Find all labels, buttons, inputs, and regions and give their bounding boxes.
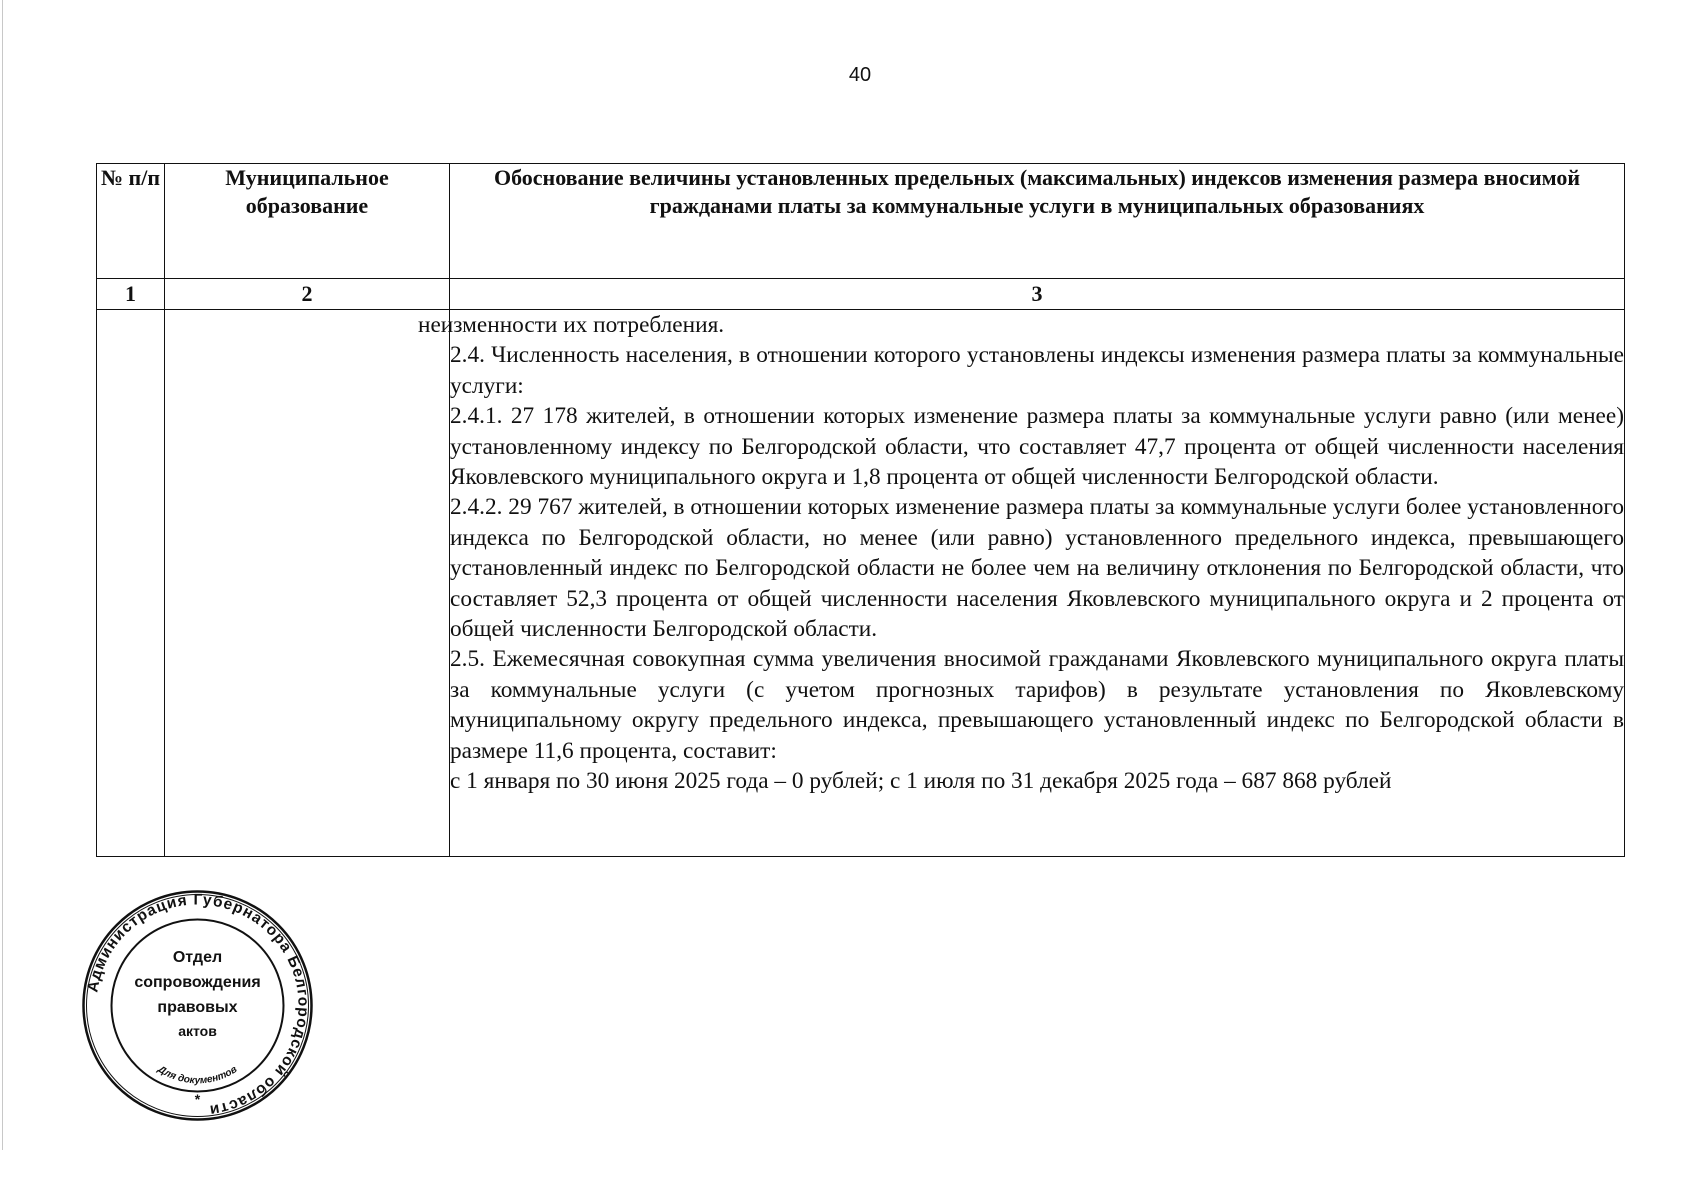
column-number-2: 2 (165, 279, 450, 310)
table-row (97, 310, 1625, 857)
paragraph-continuation: неизменности их потребления. (418, 312, 725, 338)
page-number: 40 (848, 64, 872, 86)
column-number-1: 1 (97, 279, 165, 310)
paragraph-2-5: 2.5. Ежемесячная совокупная сумма увеличения вносимой гражданами Яковлевского муниципального округа платы за коммунальные услуги (с учетом прогнозных тарифов) в результате установления по Яковлевскому муниципальному округу предельного индекса, превышающего установленный индекс по Белгородской области в размере 11,6 процента, составит: (450, 646, 1624, 764)
row-number-cell (97, 310, 165, 857)
justification-table (96, 163, 1625, 857)
official-stamp (80, 888, 315, 1123)
header-justification-text: Обоснование величины установленных предельных (максимальных) индексов изменения размера вносимой гражданами платы за коммунальные услуги в муниципальных образованиях (493, 165, 1581, 218)
stamp-line-1: Отдел (172, 949, 223, 966)
page-edge-line (2, 0, 3, 1150)
paragraph-2-5-amounts: с 1 января по 30 июня 2025 года – 0 рублей; с 1 июля по 31 декабря 2025 года – 687 868 рублей (450, 768, 1392, 795)
row-justification-cell (418, 310, 1625, 857)
header-municipality-text: Муниципальное образование (225, 165, 389, 218)
stamp-ring-text: Администрация Губернатора Белгородской области (84, 891, 312, 1119)
stamp-line-2: сопровождения (134, 974, 261, 991)
header-justification (450, 164, 1625, 279)
column-number-3: 3 (450, 279, 1625, 310)
header-number (97, 164, 165, 279)
paragraph-2-4: 2.4. Численность населения, в отношении которого установлены индексы изменения размера платы за коммунальные услуги: (450, 342, 1624, 399)
stamp-inner-arc-text: Для документов (155, 1064, 240, 1087)
stamp-line-3: правовых (157, 999, 238, 1016)
paragraph-2-4-1: 2.4.1. 27 178 жителей, в отношении которых изменение размера платы за коммунальные услуги равно (или менее) установленному индексу по Белгородской области, что составляет 47,7 процента от общей численности населения Яковлевского муниципального округа и 1,8 процента от общей численности Белгородской области. (450, 403, 1624, 491)
stamp-line-4: актов (178, 1023, 217, 1039)
paragraph-2-4-2: 2.4.2. 29 767 жителей, в отношении которых изменение размера платы за коммунальные услуги более установленного индекса по Белгородской области, но менее (или равно) установленного предельного индекса, превышающего установленный индекс по Белгородской области не более чем на величину отклонения по Белгородской области, что составляет 52,3 процента от общей численности населения Яковлевского муниципального округа и 2 процента от общей численности Белгородской области. (450, 494, 1624, 643)
stamp-star: * (194, 1091, 201, 1107)
header-number-text: № п/п (100, 165, 161, 190)
table-header-row (97, 164, 1625, 279)
row-municipality-cell (165, 310, 450, 857)
header-municipality (165, 164, 450, 279)
column-numbering-row (97, 279, 1625, 310)
